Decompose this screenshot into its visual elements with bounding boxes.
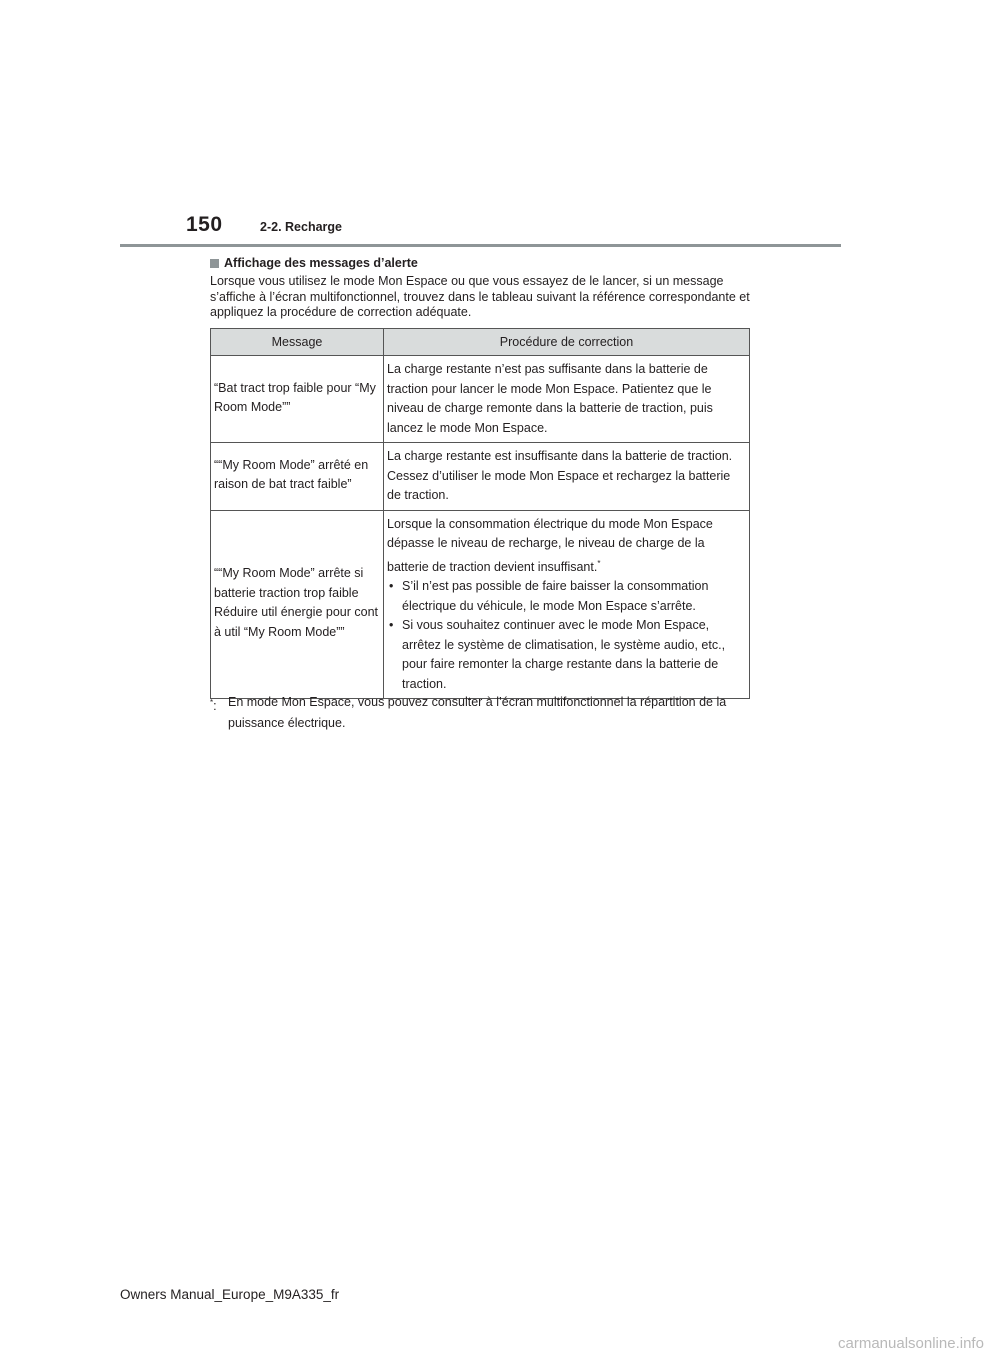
- footnote: [210, 692, 750, 734]
- message-cell: “Bat tract trop faible pour “My Room Mode””: [211, 356, 384, 443]
- list-item-text: Si vous souhaitez continuer avec le mode Mon Espace, arrêtez le système de climatisation, le système audio, etc., pour faire remonter la charge restante dans la batterie de traction.: [402, 618, 726, 691]
- bullet-dot-icon: •: [389, 618, 394, 633]
- table-header-message: Message: [211, 329, 384, 356]
- page-number: 150: [186, 213, 223, 236]
- header-divider: [120, 244, 841, 247]
- list-item-text: S’il n’est pas possible de faire baisser la consommation électrique du véhicule, le mode Mon Espace s’arrête.: [402, 579, 709, 613]
- message-cell: ““My Room Mode” arrêté en raison de bat tract faible”: [211, 443, 384, 511]
- message-cell: ““My Room Mode” arrête si batterie traction trop faible Réduire util énergie pour cont à util “My Room Mode””: [211, 510, 384, 699]
- procedure-bullet-list: [387, 577, 746, 694]
- footnote-row: [210, 692, 750, 734]
- warning-messages-table: [210, 328, 750, 699]
- table-row: [211, 356, 750, 443]
- footnote-text: En mode Mon Espace, vous pouvez consulter à l’écran multifonctionnel la répartition de la puissance électrique.: [228, 695, 727, 730]
- table-row: [211, 443, 750, 511]
- watermark: carmanualsonline.info: [838, 1335, 984, 1352]
- table-header-procedure: Procédure de correction: [384, 329, 750, 356]
- intro-paragraph: Lorsque vous utilisez le mode Mon Espace ou que vous essayez de le lancer, si un message s’affiche à l’écran multifonctionnel, trouvez dans le tableau suivant la référence correspondante et appliquez la procédure de correction adéquate.: [210, 274, 750, 319]
- footnote-marker: *:: [210, 698, 217, 714]
- list-item: [387, 577, 746, 616]
- table-row: [211, 510, 750, 699]
- footer-doc-name: Owners Manual_Europe_M9A335_fr: [120, 1287, 340, 1302]
- square-bullet-icon: [210, 259, 219, 268]
- subsection-heading: [210, 256, 418, 270]
- footnote-asterisk: *: [210, 698, 214, 707]
- table-header-row: [211, 329, 750, 356]
- procedure-cell: La charge restante est insuffisante dans la batterie de traction. Cessez d’utiliser le mode Mon Espace et rechargez la batterie de traction.: [384, 443, 750, 511]
- procedure-text-body: Lorsque la consommation électrique du mode Mon Espace dépasse le niveau de recharge, le niveau de charge de la batterie de traction devient insuffisant.: [387, 516, 713, 574]
- list-item: [387, 616, 746, 694]
- subsection-heading-text: Affichage des messages d’alerte: [224, 256, 418, 270]
- footnote-reference: *: [597, 558, 601, 568]
- section-title: 2-2. Recharge: [260, 220, 342, 234]
- bullet-dot-icon: •: [389, 579, 394, 594]
- procedure-cell: La charge restante n’est pas suffisante dans la batterie de traction pour lancer le mode Mon Espace. Patientez que le niveau de charge remonte dans la batterie de traction, puis lancez le mode Mon Espace.: [384, 356, 750, 443]
- procedure-cell: [384, 510, 750, 699]
- procedure-text: [387, 515, 746, 578]
